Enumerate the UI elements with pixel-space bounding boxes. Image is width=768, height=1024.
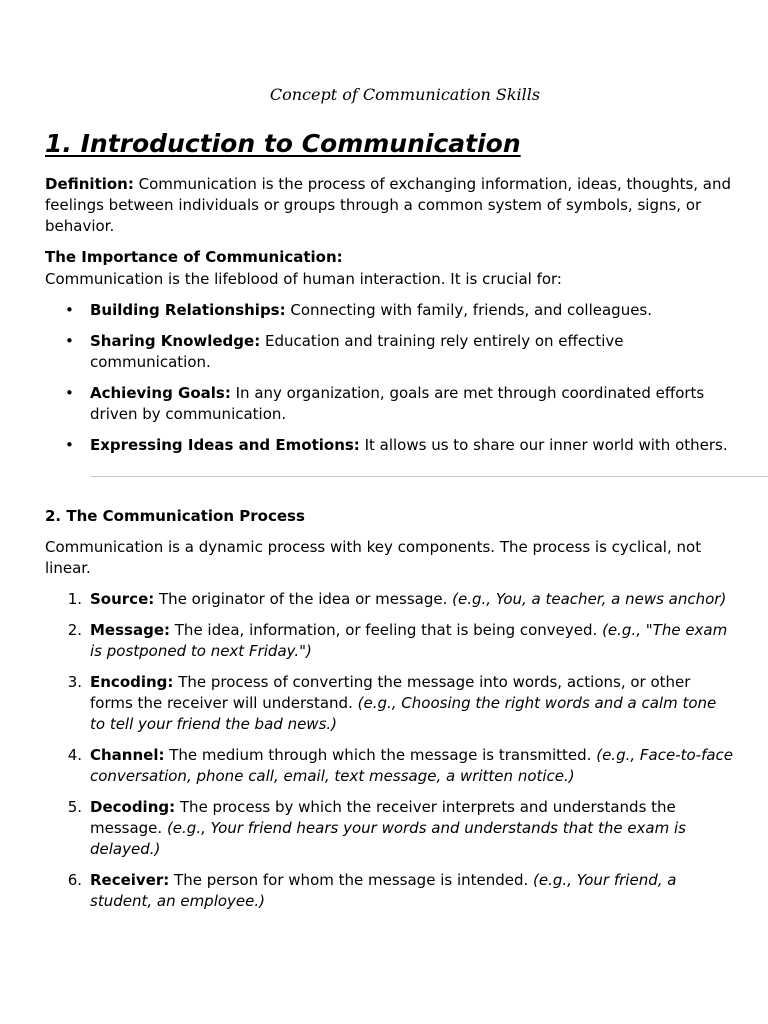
list-item bbox=[45, 383, 735, 425]
step-text: The process by which the receiver interprets and understands the message. bbox=[90, 798, 676, 837]
process-intro: Communication is a dynamic process with key components. The process is cyclical, not linear. bbox=[45, 538, 702, 577]
section-heading-process: 2. The Communication Process bbox=[45, 507, 305, 525]
section-communication-process bbox=[45, 506, 735, 922]
list-item-text: Connecting with family, friends, and colleagues. bbox=[285, 301, 653, 319]
step-label: Message: bbox=[90, 621, 170, 639]
list-item bbox=[45, 870, 735, 912]
step-number: 3. bbox=[67, 673, 82, 691]
step-text: The person for whom the message is intended. bbox=[169, 871, 534, 889]
definition-text: Communication is the process of exchanging information, ideas, thoughts, and feelings between individuals or groups through a common system of symbols, signs, or behavior. bbox=[45, 175, 732, 235]
step-label: Encoding: bbox=[90, 673, 174, 691]
importance-title: The Importance of Communication: bbox=[45, 248, 343, 266]
list-item-label: Achieving Goals: bbox=[90, 384, 231, 402]
importance-list bbox=[45, 300, 735, 456]
bullet-icon: • bbox=[65, 436, 74, 454]
list-item bbox=[45, 300, 735, 321]
definition-paragraph bbox=[45, 174, 735, 237]
list-item bbox=[45, 589, 735, 610]
importance-text: Communication is the lifeblood of human interaction. It is crucial for: bbox=[45, 270, 562, 288]
bullet-icon: • bbox=[65, 301, 74, 319]
step-number: 2. bbox=[67, 621, 82, 639]
list-item-label: Building Relationships: bbox=[90, 301, 286, 319]
list-item bbox=[45, 331, 735, 373]
list-item-text: It allows us to share our inner world with others. bbox=[359, 436, 728, 454]
bullet-icon: • bbox=[65, 384, 74, 402]
step-example: (e.g., Your friend, a student, an employee.) bbox=[90, 871, 677, 910]
step-example: (e.g., Face-to-face conversation, phone call, email, text message, a written notice.) bbox=[90, 746, 734, 785]
list-item bbox=[45, 435, 735, 456]
step-label: Receiver: bbox=[90, 871, 170, 889]
step-example: (e.g., Choosing the right words and a calm tone to tell your friend the bad news.) bbox=[90, 694, 717, 733]
list-item bbox=[45, 672, 735, 735]
step-example: (e.g., Your friend hears your words and understands that the exam is delayed.) bbox=[90, 819, 686, 858]
step-label: Source: bbox=[90, 590, 155, 608]
process-steps-list bbox=[45, 589, 735, 912]
step-text: The medium through which the message is transmitted. bbox=[164, 746, 597, 764]
step-number: 6. bbox=[67, 871, 82, 889]
step-text: The process of converting the message into words, actions, or other forms the receiver will understand. bbox=[90, 673, 691, 712]
list-item bbox=[45, 797, 735, 860]
list-item-label: Expressing Ideas and Emotions: bbox=[90, 436, 360, 454]
section-heading-introduction: 1. Introduction to Communication bbox=[45, 129, 521, 158]
section-introduction bbox=[45, 128, 735, 466]
list-item-text: Education and training rely entirely on effective communication. bbox=[90, 332, 624, 371]
step-number: 4. bbox=[67, 746, 82, 764]
step-example: (e.g., "The exam is postponed to next Friday.") bbox=[90, 621, 728, 660]
horizontal-divider bbox=[90, 476, 768, 477]
step-number: 1. bbox=[67, 590, 82, 608]
step-number: 5. bbox=[67, 798, 82, 816]
bullet-icon: • bbox=[65, 332, 74, 350]
step-text: The idea, information, or feeling that is being conveyed. bbox=[170, 621, 603, 639]
step-example: (e.g., You, a teacher, a news anchor) bbox=[452, 590, 727, 608]
definition-label: Definition: bbox=[45, 175, 134, 193]
page-header-title: Concept of Communication Skills bbox=[269, 85, 541, 104]
step-label: Channel: bbox=[90, 746, 165, 764]
list-item bbox=[45, 620, 735, 662]
list-item bbox=[45, 745, 735, 787]
list-item-label: Sharing Knowledge: bbox=[90, 332, 261, 350]
step-label: Decoding: bbox=[90, 798, 176, 816]
step-text: The originator of the idea or message. bbox=[154, 590, 453, 608]
list-item-text: In any organization, goals are met through coordinated efforts driven by communication. bbox=[90, 384, 705, 423]
